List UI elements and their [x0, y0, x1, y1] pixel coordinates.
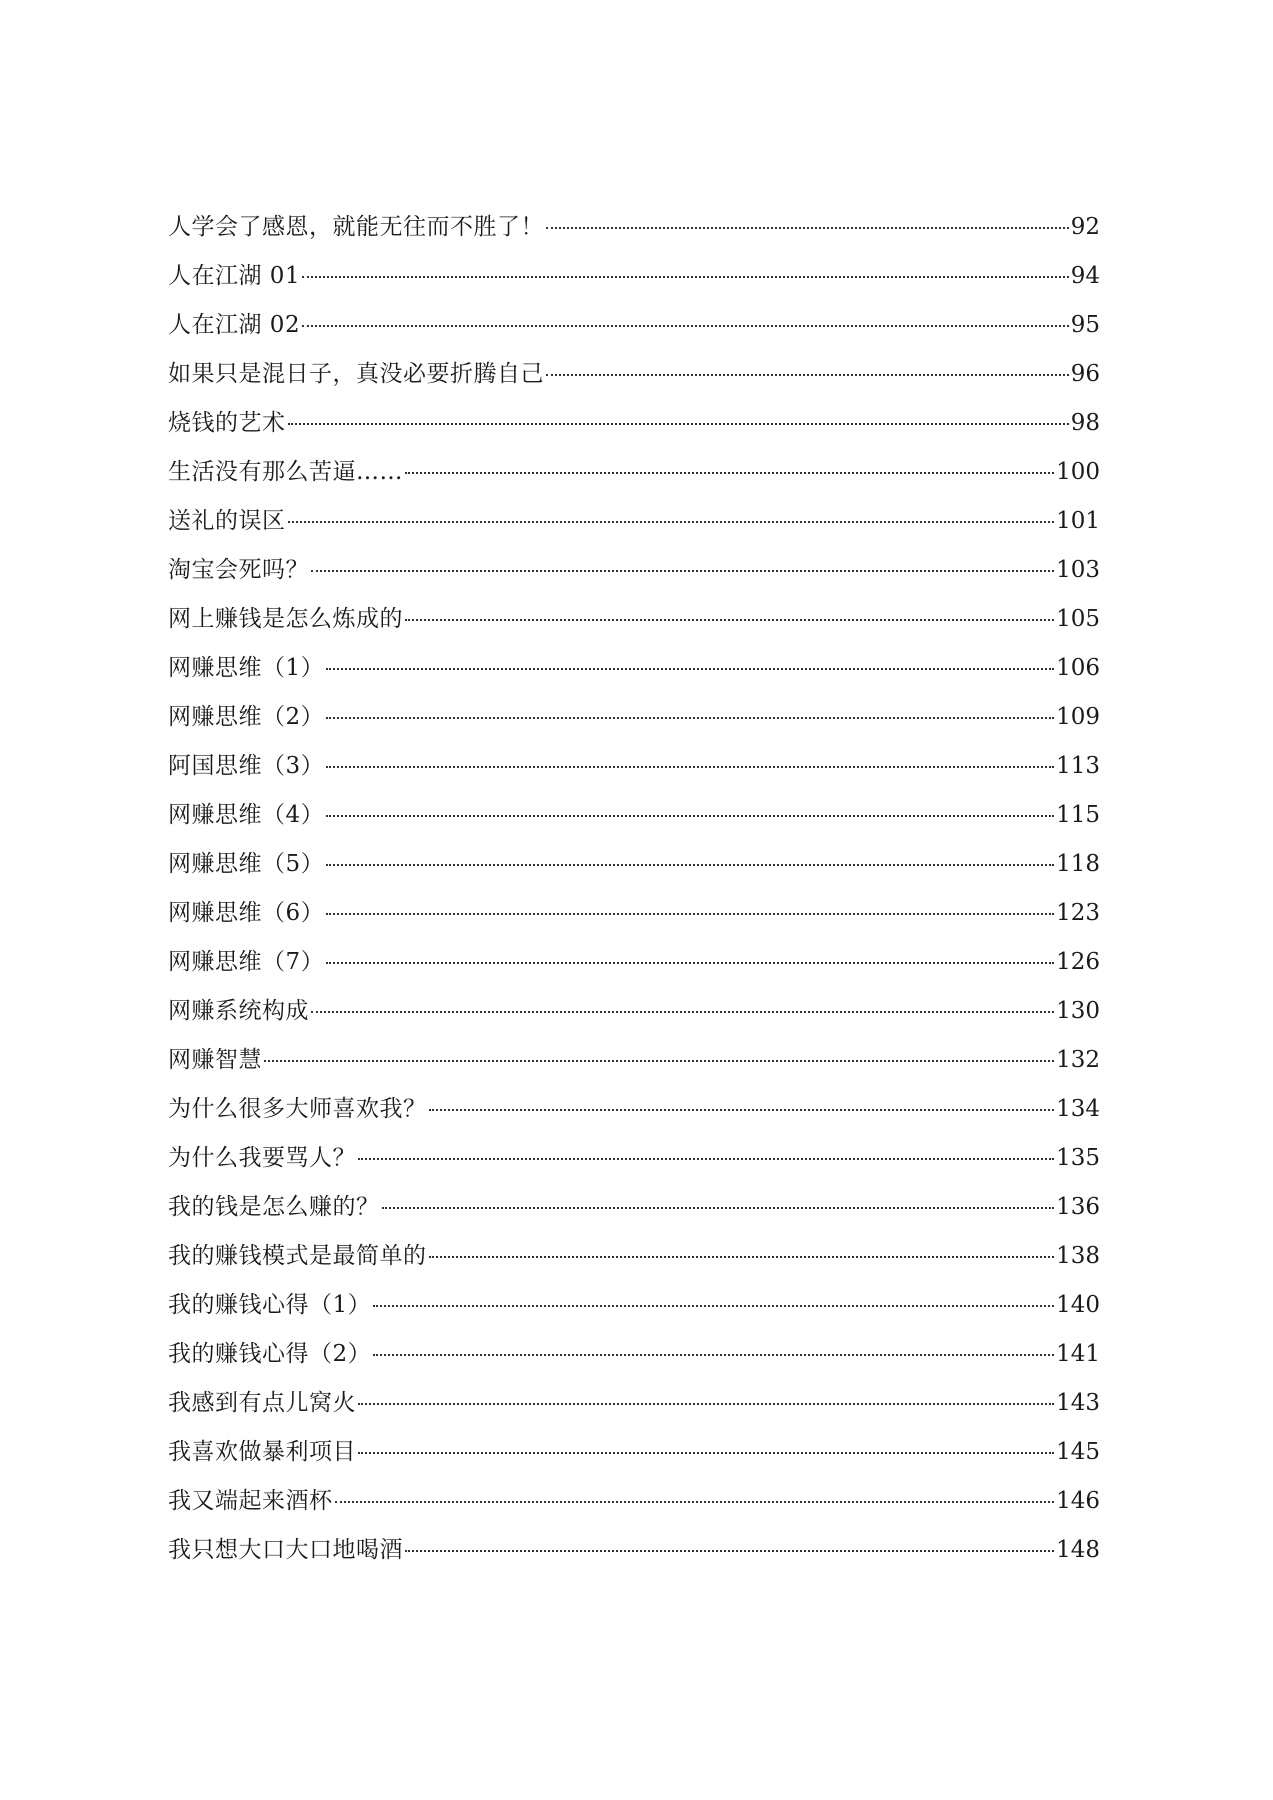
toc-entry-page: 103 — [1056, 557, 1100, 583]
toc-entry-page: 113 — [1056, 753, 1100, 779]
toc-dot-leader — [405, 472, 1054, 474]
toc-entry-title: 网赚思维（7） — [168, 949, 325, 975]
toc-dot-leader — [546, 227, 1069, 229]
toc-entry-page: 123 — [1056, 900, 1100, 926]
toc-dot-leader — [358, 1158, 1054, 1160]
toc-entry-page: 140 — [1056, 1292, 1100, 1318]
toc-entry-title: 网赚思维（5） — [168, 851, 325, 877]
toc-dot-leader — [405, 619, 1054, 621]
toc-entry[interactable] — [168, 399, 1100, 448]
toc-entry[interactable] — [168, 350, 1100, 399]
toc-entry[interactable] — [168, 448, 1100, 497]
toc-entry[interactable] — [168, 791, 1100, 840]
toc-entry-title: 网赚系统构成 — [168, 998, 309, 1024]
toc-entry-title: 我的钱是怎么赚的？ — [168, 1194, 380, 1220]
toc-dot-leader — [429, 1109, 1055, 1111]
toc-entry-title: 我的赚钱模式是最简单的 — [168, 1243, 427, 1269]
toc-entry[interactable] — [168, 1036, 1100, 1085]
toc-entry-title: 我的赚钱心得（1） — [168, 1292, 372, 1318]
toc-entry[interactable] — [168, 1232, 1100, 1281]
toc-entry-page: 130 — [1056, 998, 1100, 1024]
toc-entry-page: 118 — [1056, 851, 1100, 877]
toc-entry-title: 我又端起来酒杯 — [168, 1488, 333, 1514]
toc-entry-page: 134 — [1056, 1096, 1100, 1122]
toc-entry[interactable] — [168, 203, 1100, 252]
toc-entry-page: 138 — [1056, 1243, 1100, 1269]
toc-entry-page: 95 — [1070, 312, 1100, 338]
toc-entry-title: 网上赚钱是怎么炼成的 — [168, 606, 403, 632]
toc-entry[interactable] — [168, 742, 1100, 791]
toc-entry-title: 烧钱的艺术 — [168, 410, 286, 436]
toc-entry-page: 132 — [1056, 1047, 1100, 1073]
toc-dot-leader — [358, 1403, 1054, 1405]
toc-entry-page: 109 — [1056, 704, 1100, 730]
toc-entry-title: 网赚思维（2） — [168, 704, 325, 730]
toc-entry-page: 126 — [1056, 949, 1100, 975]
toc-entry[interactable] — [168, 1379, 1100, 1428]
toc-entry[interactable] — [168, 1428, 1100, 1477]
toc-entry-title: 为什么很多大师喜欢我？ — [168, 1096, 427, 1122]
toc-entry-page: 145 — [1056, 1439, 1100, 1465]
toc-entry-page: 115 — [1056, 802, 1100, 828]
toc-entry-page: 143 — [1056, 1390, 1100, 1416]
toc-entry-page: 96 — [1070, 361, 1100, 387]
toc-dot-leader — [429, 1256, 1055, 1258]
toc-entry-title: 网赚智慧 — [168, 1047, 262, 1073]
toc-entry-page: 135 — [1056, 1145, 1100, 1171]
toc-dot-leader — [326, 717, 1054, 719]
toc-entry[interactable] — [168, 889, 1100, 938]
toc-dot-leader — [546, 374, 1069, 376]
toc-entry-page: 92 — [1070, 214, 1100, 240]
toc-dot-leader — [264, 1060, 1054, 1062]
toc-dot-leader — [326, 766, 1054, 768]
toc-entry[interactable] — [168, 1526, 1100, 1575]
toc-entry[interactable] — [168, 1477, 1100, 1526]
toc-entry-page: 146 — [1056, 1488, 1100, 1514]
toc-dot-leader — [302, 325, 1069, 327]
toc-entry-title: 网赚思维（6） — [168, 900, 325, 926]
toc-dot-leader — [335, 1501, 1055, 1503]
toc-entry[interactable] — [168, 546, 1100, 595]
toc-entry-title: 淘宝会死吗？ — [168, 557, 309, 583]
toc-dot-leader — [288, 423, 1069, 425]
toc-dot-leader — [373, 1354, 1054, 1356]
toc-dot-leader — [302, 276, 1069, 278]
toc-entry[interactable] — [168, 693, 1100, 742]
toc-dot-leader — [373, 1305, 1054, 1307]
toc-entry-page: 101 — [1056, 508, 1100, 534]
toc-entry[interactable] — [168, 301, 1100, 350]
toc-entry-page: 98 — [1070, 410, 1100, 436]
toc-entry-title: 我的赚钱心得（2） — [168, 1341, 372, 1367]
toc-entry-page: 100 — [1056, 459, 1100, 485]
toc-dot-leader — [405, 1550, 1054, 1552]
toc-dot-leader — [311, 570, 1054, 572]
toc-entry-title: 为什么我要骂人？ — [168, 1145, 356, 1171]
toc-entry[interactable] — [168, 1183, 1100, 1232]
toc-entry[interactable] — [168, 1281, 1100, 1330]
toc-entry-title: 生活没有那么苦逼…… — [168, 459, 403, 485]
toc-dot-leader — [326, 864, 1054, 866]
toc-entry[interactable] — [168, 252, 1100, 301]
toc-entry-title: 网赚思维（1） — [168, 655, 325, 681]
toc-entry-page: 94 — [1070, 263, 1100, 289]
toc-dot-leader — [326, 668, 1054, 670]
toc-dot-leader — [358, 1452, 1054, 1454]
toc-entry-page: 148 — [1056, 1537, 1100, 1563]
toc-dot-leader — [326, 815, 1054, 817]
toc-entry[interactable] — [168, 1085, 1100, 1134]
toc-entry-title: 网赚思维（4） — [168, 802, 325, 828]
toc-entry-title: 如果只是混日子，真没必要折腾自己 — [168, 361, 544, 387]
toc-entry-title: 阿国思维（3） — [168, 753, 325, 779]
toc-entry-title: 我只想大口大口地喝酒 — [168, 1537, 403, 1563]
toc-entry-title: 我喜欢做暴利项目 — [168, 1439, 356, 1465]
toc-dot-leader — [326, 913, 1054, 915]
toc-dot-leader — [288, 521, 1055, 523]
toc-dot-leader — [311, 1011, 1054, 1013]
toc-entry-page: 105 — [1056, 606, 1100, 632]
toc-entry-page: 141 — [1056, 1341, 1100, 1367]
toc-entry[interactable] — [168, 938, 1100, 987]
toc-entry[interactable] — [168, 1134, 1100, 1183]
toc-entry-title: 人学会了感恩，就能无往而不胜了！ — [168, 214, 544, 240]
toc-entry[interactable] — [168, 1330, 1100, 1379]
table-of-contents — [168, 203, 1100, 1575]
toc-entry-page: 136 — [1056, 1194, 1100, 1220]
toc-entry-title: 我感到有点儿窝火 — [168, 1390, 356, 1416]
toc-entry[interactable] — [168, 644, 1100, 693]
toc-entry-title: 送礼的误区 — [168, 508, 286, 534]
toc-entry[interactable] — [168, 840, 1100, 889]
toc-entry-title: 人在江湖 01 — [168, 263, 301, 289]
toc-dot-leader — [326, 962, 1054, 964]
toc-entry-title: 人在江湖 02 — [168, 312, 301, 338]
toc-dot-leader — [382, 1207, 1055, 1209]
toc-entry[interactable] — [168, 595, 1100, 644]
toc-entry[interactable] — [168, 497, 1100, 546]
toc-entry[interactable] — [168, 987, 1100, 1036]
toc-entry-page: 106 — [1056, 655, 1100, 681]
